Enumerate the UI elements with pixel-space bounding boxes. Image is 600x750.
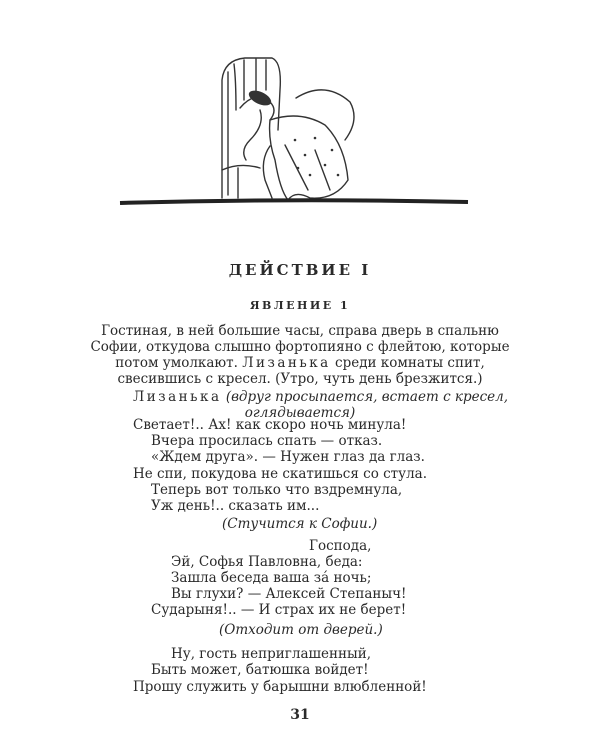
verse-line: Светает!.. Ах! как скоро ночь минула! — [133, 417, 407, 433]
stage-direction-line: Софии, откудова слышно фортопияно с флейтою, которые — [90, 339, 510, 355]
character-name-spaced: Лизанька — [242, 355, 331, 371]
stage-direction-line — [0, 355, 600, 371]
verse-line: Не спи, покудова не скатишься со стула. — [133, 466, 428, 482]
verse-line: Ну, гость неприглашенный, — [171, 646, 372, 662]
verse-line: Вчера просилась спать — отказ. — [151, 433, 383, 449]
stage-remark: (Стучится к Софии.) — [222, 516, 378, 532]
verse-line: Эй, Софья Павловна, беда: — [171, 554, 363, 570]
verse-line: Сударыня!.. — И страх их не берет! — [151, 602, 407, 618]
page-number: 31 — [290, 707, 310, 723]
illustration-sleeping-maid-in-armchair — [110, 50, 480, 215]
speaker-name: Лизанька — [133, 389, 222, 405]
verse-line: Уж день!.. сказать им... — [151, 498, 320, 514]
stage-remark: (Отходит от дверей.) — [219, 622, 383, 638]
scene-heading: ЯВЛЕНИЕ 1 — [249, 299, 351, 312]
verse-line: «Ждем друга». — Нужен глаз да глаз. — [151, 449, 425, 465]
verse-line: Теперь вот только что вздремнула, — [151, 482, 403, 498]
verse-line: Зашла беседа ваша зá ночь; — [171, 570, 372, 586]
stage-direction-text: потом умолкают. — [115, 355, 243, 371]
speaker-remark: (вдруг просыпается, встает с кресел, — [225, 389, 509, 405]
verse-line: Быть может, батюшка войдет! — [151, 662, 369, 678]
act-heading: ДЕЙСТВИЕ I — [228, 261, 372, 279]
verse-line: Господа, — [309, 538, 372, 554]
stage-direction-text: среди комнаты спит, — [330, 355, 485, 371]
verse-line: Прошу служить у барышни влюбленной! — [133, 679, 427, 695]
floor-line — [120, 200, 468, 203]
stage-direction-line: свесившись с кресел. (Утро, чуть день брезжится.) — [117, 371, 483, 387]
speaker-line — [133, 389, 508, 405]
speaker-remark-continued: оглядывается) — [244, 405, 356, 421]
stage-direction-line: Гостиная, в ней большие часы, справа дверь в спальню — [101, 323, 499, 339]
verse-line: Вы глухи? — Алексей Степаныч! — [171, 586, 407, 602]
